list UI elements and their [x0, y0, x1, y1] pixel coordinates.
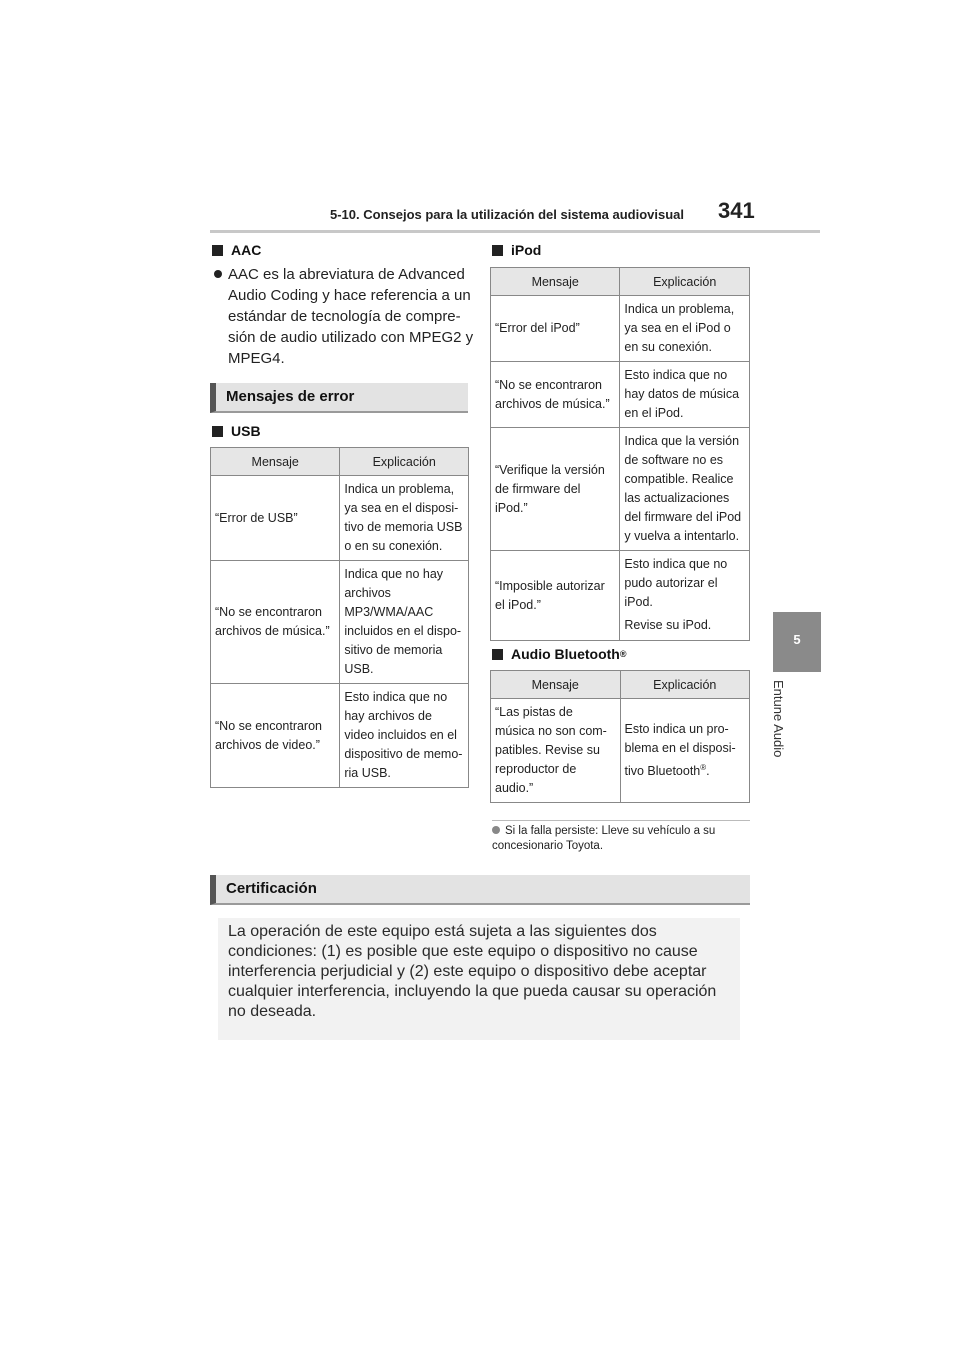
chapter-side-label	[766, 680, 790, 770]
bluetooth-heading	[492, 646, 627, 662]
message-cell: “Verifique la versión de firmware del iPod.”	[491, 428, 620, 551]
aac-bullet	[214, 264, 474, 369]
explanation-extra-text: Revise su iPod.	[624, 618, 712, 632]
column-header-message: Mensaje	[491, 671, 621, 699]
square-bullet-icon	[492, 245, 503, 256]
table-row	[491, 699, 750, 803]
explanation-cell	[620, 699, 750, 803]
table-row	[491, 296, 750, 362]
message-cell: “No se encontraron archivos de música.”	[491, 362, 620, 428]
explanation-cell: Indica un problema, ya sea en el disposi-tivo de memoria USB o en su conexión.	[340, 476, 469, 561]
ipod-error-table	[490, 267, 750, 641]
page-number: 341	[718, 198, 755, 223]
square-bullet-icon	[212, 245, 223, 256]
usb-heading	[212, 423, 261, 439]
running-header-title: 5-10. Consejos para la utilización del sistema audiovisual	[330, 207, 685, 222]
explanation-cell: Indica que la versión de software no es compatible. Realice las actualizaciones del firmware del iPod y vuelva a intentarlo.	[620, 428, 750, 551]
message-cell: “Imposible autorizar el iPod.”	[491, 551, 620, 641]
message-cell: “No se encontraron archivos de video.”	[211, 684, 340, 788]
square-bullet-icon	[212, 426, 223, 437]
column-header-explanation: Explicación	[620, 671, 750, 699]
table-header-row	[491, 671, 750, 699]
explanation-end: .	[706, 764, 710, 779]
ipod-heading	[492, 242, 541, 258]
chapter-tab	[773, 612, 821, 672]
ipod-heading-text: iPod	[511, 242, 542, 258]
table-row	[491, 428, 750, 551]
message-cell: “Las pistas de música no son com-patibles. Revise su reproductor de audio.”	[491, 699, 621, 803]
table-header-row	[211, 448, 469, 476]
explanation-cell: Indica un problema, ya sea en el iPod o en su conexión.	[620, 296, 750, 362]
aac-heading	[212, 242, 261, 258]
bullet-dot-icon	[214, 270, 222, 278]
chapter-tab-number: 5	[793, 632, 801, 647]
explanation-cell: Esto indica que no hay archivos de video incluidos en el dispositivo de memo-ria USB.	[340, 684, 469, 788]
explanation-cell	[620, 551, 750, 641]
explanation-text: Esto indica que no pudo autorizar el iPod.	[624, 557, 728, 609]
square-bullet-icon	[492, 649, 503, 660]
error-messages-section-header	[210, 383, 468, 413]
table-row	[211, 561, 469, 684]
aac-description: AAC es la abreviatura de Advanced Audio Coding y hace referencia a un estándar de tecnología de compre-sión de audio utilizado con MPEG2 y MPEG4.	[228, 266, 474, 367]
note-bullet-icon	[492, 826, 500, 834]
bluetooth-error-table	[490, 670, 750, 803]
column-header-explanation: Explicación	[620, 268, 750, 296]
table-row	[211, 476, 469, 561]
explanation-cell: Esto indica que no hay datos de música en el iPod.	[620, 362, 750, 428]
column-header-explanation: Explicación	[340, 448, 469, 476]
usb-heading-text: USB	[231, 423, 261, 439]
table-header-row	[491, 268, 750, 296]
certification-text: La operación de este equipo está sujeta a las siguientes dos condiciones: (1) es posible que este equipo o dispositivo no cause interferencia perjudicial y (2) este equipo o dispositivo debe aceptar cualquier interferencia, incluyendo la que pueda causar su operación no deseada.	[228, 923, 717, 1020]
error-messages-section-title: Mensajes de error	[226, 388, 355, 405]
note-text: Si la falla persiste: Lleve su vehículo a su concesionario Toyota.	[492, 825, 716, 852]
column-header-message: Mensaje	[211, 448, 340, 476]
certification-section-title: Certificación	[226, 880, 317, 897]
certification-section-header	[210, 875, 750, 905]
chapter-side-label-text: Entune Audio	[771, 680, 786, 758]
column-header-message: Mensaje	[491, 268, 620, 296]
message-cell: “No se encontraron archivos de música.”	[211, 561, 340, 684]
aac-heading-text: AAC	[231, 242, 262, 258]
message-cell: “Error de USB”	[211, 476, 340, 561]
message-cell: “Error del iPod”	[491, 296, 620, 362]
bluetooth-heading-text: Audio Bluetooth	[511, 646, 620, 662]
registered-mark: ®	[619, 649, 627, 659]
explanation-cell: Indica que no hay archivos MP3/WMA/AAC incluidos en el dispo-sitivo de memoria USB.	[340, 561, 469, 684]
table-row	[491, 551, 750, 641]
header-divider	[210, 230, 820, 233]
usb-error-table	[210, 447, 469, 788]
explanation-text: Esto indica un pro-blema en el disposi-tivo Bluetooth	[624, 721, 736, 779]
note	[492, 820, 750, 854]
table-row	[491, 362, 750, 428]
table-row	[211, 684, 469, 788]
registered-mark: ®	[700, 762, 707, 772]
